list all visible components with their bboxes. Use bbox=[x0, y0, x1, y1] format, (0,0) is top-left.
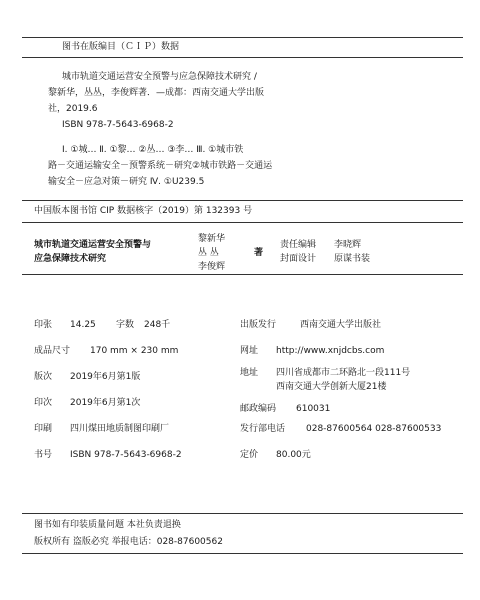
edition-label: 版次 bbox=[34, 372, 53, 382]
author-2: 丛 丛 bbox=[198, 248, 219, 258]
sales-phone-value: 028-87600564 028-87600533 bbox=[306, 424, 442, 434]
cip-core-number: 中国版本图书馆 CIP 数据核字（2019）第 132393 号 bbox=[34, 206, 253, 216]
sheets-label: 印张 bbox=[34, 320, 53, 330]
rule-top bbox=[22, 37, 463, 38]
cip-isbn: ISBN 978-7-5643-6968-2 bbox=[62, 120, 174, 130]
rule-below-header bbox=[22, 57, 463, 58]
book-title-line-2: 应急保障技术研究 bbox=[34, 254, 107, 264]
words-value: 248千 bbox=[144, 320, 171, 330]
rule-below-footer bbox=[22, 553, 463, 554]
address-line-1: 四川省成都市二环路北一段111号 bbox=[276, 368, 411, 378]
cip-header: 图书在版编目（ＣＩＰ）数据 bbox=[62, 42, 180, 52]
footer-line-2: 版权所有 盗版必究 举报电话：028-87600562 bbox=[34, 537, 223, 547]
cip-class-line-3: 输安全－应急对策－研究 Ⅳ. ①U239.5 bbox=[48, 177, 205, 187]
rule-below-title bbox=[22, 274, 463, 275]
cip-line-3: 社，2019.6 bbox=[48, 104, 98, 114]
printer-value: 四川煤田地质制图印刷厂 bbox=[70, 424, 170, 434]
print-label: 印次 bbox=[34, 398, 53, 408]
author-role-mark: 著 bbox=[254, 248, 264, 258]
editor-label: 责任编辑 bbox=[280, 240, 317, 250]
address-line-2: 西南交通大学创新大厦21楼 bbox=[276, 382, 387, 392]
size-label: 成品尺寸 bbox=[34, 346, 71, 356]
footer-line-1: 图书如有印装质量问题 本社负责退换 bbox=[34, 520, 181, 530]
rule-above-cip-core bbox=[22, 200, 463, 201]
sales-phone-label: 发行部电话 bbox=[240, 424, 286, 434]
book-title-line-1: 城市轨道交通运营安全预警与 bbox=[34, 240, 152, 250]
author-1: 黎新华 bbox=[198, 234, 226, 244]
show-through-artifact bbox=[305, 80, 475, 210]
edition-value: 2019年6月第1版 bbox=[70, 372, 141, 382]
print-value: 2019年6月第1次 bbox=[70, 398, 141, 408]
website-label: 网址 bbox=[240, 346, 259, 356]
editor-name: 李晓辉 bbox=[334, 240, 362, 250]
website-link[interactable]: http://www.xnjdcbs.com bbox=[276, 346, 385, 356]
cip-line-1: 城市轨道交通运营安全预警与应急保障技术研究 / bbox=[62, 72, 257, 82]
price-value: 80.00元 bbox=[276, 450, 311, 460]
cover-design-label: 封面设计 bbox=[280, 254, 317, 264]
sheets-value: 14.25 bbox=[70, 320, 96, 330]
isbn-label: 书号 bbox=[34, 450, 53, 460]
cip-class-line-2: 路－交通运输安全－预警系统－研究②城市铁路－交通运 bbox=[48, 161, 273, 171]
address-label: 地址 bbox=[240, 368, 259, 378]
rule-below-cip-core bbox=[22, 222, 463, 223]
rule-above-footer bbox=[22, 513, 463, 514]
cip-line-2: 黎新华，丛丛，李俊辉著．—成都：西南交通大学出版 bbox=[48, 88, 265, 98]
printer-label: 印刷 bbox=[34, 424, 53, 434]
zip-label: 邮政编码 bbox=[240, 404, 277, 414]
words-label: 字数 bbox=[116, 320, 135, 330]
size-value: 170 mm × 230 mm bbox=[90, 346, 179, 356]
publisher-value: 西南交通大学出版社 bbox=[300, 320, 382, 330]
author-3: 李俊辉 bbox=[198, 262, 226, 272]
cip-class-line-1: Ⅰ. ①城… Ⅱ. ①黎… ②丛… ③李… Ⅲ. ①城市铁 bbox=[62, 145, 244, 155]
zip-value: 610031 bbox=[296, 404, 331, 414]
price-label: 定价 bbox=[240, 450, 259, 460]
isbn-value: ISBN 978-7-5643-6968-2 bbox=[70, 450, 182, 460]
cover-design-name: 原谋书装 bbox=[334, 254, 371, 264]
publisher-label: 出版发行 bbox=[240, 320, 277, 330]
